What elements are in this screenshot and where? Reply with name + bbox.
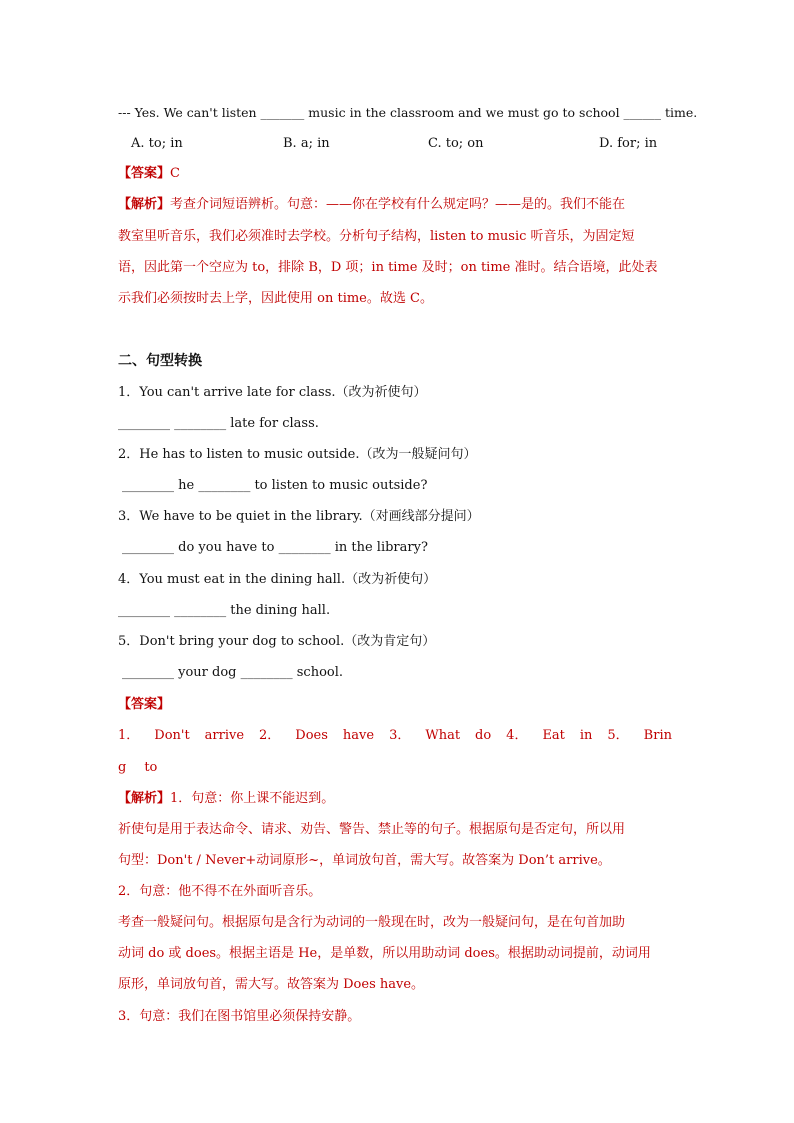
item-3-blank: ________ do you have to ________ in the library? [122, 540, 428, 555]
section-analysis-line-1 [118, 791, 334, 807]
answer-word: to [144, 760, 158, 775]
answer-num-5: 5． [607, 728, 629, 743]
option-d: D. for; in [599, 136, 658, 151]
answer-word: g [118, 760, 127, 775]
item-4-blank: ________ ________ the dining hall. [118, 603, 331, 618]
analysis-line-2: 教室里听音乐，我们必须准时去学校。分析句子结构，listen to music 听音乐，为固定短 [118, 229, 635, 244]
answer-num-3: 3． [389, 728, 411, 743]
answer-tag: 【答案】 [118, 166, 171, 181]
question-sentence: --- Yes. We can't listen _______ music in the classroom and we must go to school ______ time. [118, 105, 698, 120]
answer-word: Don't [154, 728, 190, 743]
item-1-blank: ________ ________ late for class. [118, 416, 319, 431]
item-4-prompt: 4．You must eat in the dining hall.（改为祈使句） [118, 572, 437, 587]
answer-word: Does [295, 728, 328, 743]
section-analysis-line-4: 2．句意：他不得不在外面听音乐。 [118, 884, 322, 899]
section-analysis-tag: 【解析】 [118, 791, 171, 806]
answers-line-1 [118, 728, 672, 744]
item-2-prompt: 2．He has to listen to music outside.（改为一般疑问句） [118, 447, 477, 462]
answer-word: have [342, 728, 375, 743]
option-b: B. a; in [283, 136, 330, 151]
section-analysis-line-3: 句型：Don't / Never+动词原形~，单词放句首，需大写。故答案为 Don’t arrive。 [118, 853, 611, 868]
section-analysis-line-7: 原形，单词放句首，需大写。故答案为 Does have。 [118, 977, 425, 992]
answer-row [118, 166, 180, 182]
option-a: A. to; in [131, 136, 183, 151]
answer-value: C [170, 166, 180, 181]
answer-num-1: 1． [118, 728, 140, 743]
answer-word: Brin [643, 728, 672, 743]
item-5-prompt: 5．Don't bring your dog to school.（改为肯定句） [118, 634, 436, 649]
section-analysis-line-2: 祈使句是用于表达命令、请求、劝告、警告、禁止等的句子。根据原句是否定句，所以用 [118, 822, 626, 837]
section-analysis-line-6: 动词 do 或 does。根据主语是 He，是单数，所以用助动词 does。根据助动词提前，动词用 [118, 946, 651, 961]
analysis-tag: 【解析】 [118, 197, 171, 212]
option-c: C. to; on [428, 136, 484, 151]
item-1-prompt: 1．You can't arrive late for class.（改为祈使句） [118, 385, 427, 400]
answer-num-4: 4． [506, 728, 528, 743]
section-title: 二、句型转换 [118, 353, 202, 369]
answer-word: Eat [542, 728, 565, 743]
analysis-text: 考查介词短语辨析。句意：——你在学校有什么规定吗？——是的。我们不能在 [170, 197, 626, 212]
answer-word: What [425, 728, 461, 743]
section-analysis-line-8: 3．句意：我们在图书馆里必须保持安静。 [118, 1009, 361, 1024]
analysis-line-1 [118, 197, 625, 213]
answer-word: in [579, 728, 593, 743]
answers-line-2 [118, 760, 157, 776]
item-2-blank: ________ he ________ to listen to music outside? [122, 478, 428, 493]
section-answer-tag: 【答案】 [118, 697, 171, 712]
analysis-line-4: 示我们必须按时去上学，因此使用 on time。故选 C。 [118, 291, 433, 306]
answer-num-2: 2． [259, 728, 281, 743]
item-3-prompt: 3．We have to be quiet in the library.（对画线部分提问） [118, 509, 480, 524]
analysis-line-3: 语，因此第一个空应为 to，排除 B，D 项；in time 及时；on time 准时。结合语境，此处表 [118, 260, 658, 275]
answer-word: arrive [204, 728, 245, 743]
item-5-blank: ________ your dog ________ school. [122, 665, 344, 680]
answer-word: do [475, 728, 492, 743]
section-analysis-first: 1．句意：你上课不能迟到。 [170, 791, 335, 806]
section-analysis-line-5: 考查一般疑问句。根据原句是含行为动词的一般现在时，改为一般疑问句，是在句首加助 [118, 915, 626, 930]
